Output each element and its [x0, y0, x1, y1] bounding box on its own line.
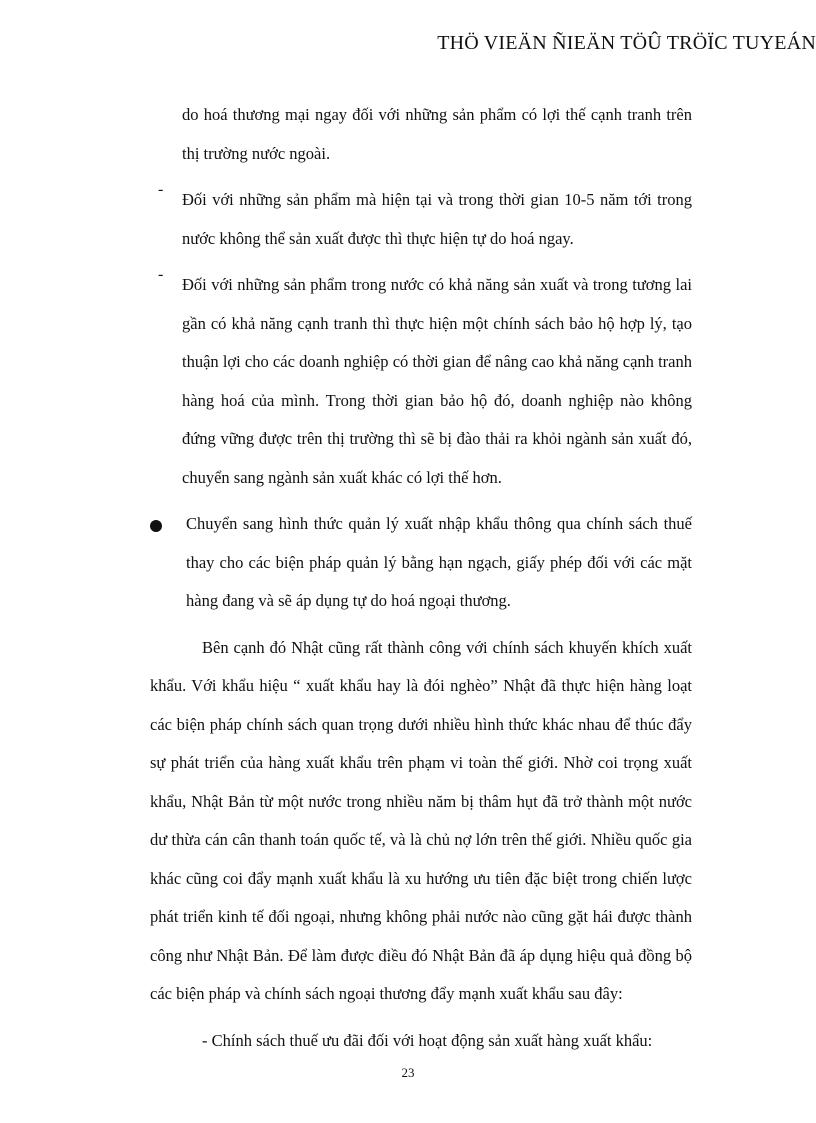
dash-item-text: Đối với những sản phẩm mà hiện tại và trong thời gian 10-5 năm tới trong nước không thể sản xuất được thì thực hiện tự do hoá ngay. [182, 190, 692, 248]
page-header: THÖ VIEÄN ÑIEÄN TÖÛ TRÖÏC TUYEÁN [437, 32, 816, 54]
bullet-dot-icon [150, 520, 162, 532]
dash-item-text: Đối với những sản phẩm trong nước có khả năng sản xuất và trong tương lai gần có khả năng cạnh tranh thì thực hiện một chính sách bảo hộ hợp lý, tạo thuận lợi cho các doanh nghiệp có thời gian để nâng cao khả năng cạnh tranh hàng hoá của mình. Trong thời gian bảo hộ đó, doanh nghiệp nào không đứng vững được trên thị trường thì sẽ bị đào thải ra khỏi ngành sản xuất đó, chuyển sang ngành sản xuất khác có lợi thế hơn. [182, 275, 692, 487]
dash-list-item-2 [150, 266, 692, 497]
paragraph-continuation: do hoá thương mại ngay đối với những sản phẩm có lợi thế cạnh tranh trên thị trường nước ngoài. [182, 105, 692, 163]
dash-list-item-1 [150, 181, 692, 258]
dash-marker: - [158, 266, 164, 283]
page-body [150, 96, 692, 1068]
sub-heading: - Chính sách thuế ưu đãi đối với hoạt động sản xuất hàng xuất khẩu: [202, 1030, 653, 1050]
page-number: 23 [401, 1065, 415, 1080]
bullet-item-text: Chuyển sang hình thức quản lý xuất nhập khẩu thông qua chính sách thuế thay cho các biện pháp quản lý bằng hạn ngạch, giấy phép đối với các mặt hàng đang và sẽ áp dụng tự do hoá ngoại thương. [186, 514, 692, 610]
body-paragraph: Bên cạnh đó Nhật cũng rất thành công với chính sách khuyến khích xuất khẩu. Với khẩu hiệu “ xuất khẩu hay là đói nghèo” Nhật đã thực hiện hàng loạt các biện pháp chính sách quan trọng dưới nhiều hình thức khác nhau để thúc đẩy sự phát triển của hàng xuất khẩu trên phạm vi toàn thế giới. Nhờ coi trọng xuất khẩu, Nhật Bản từ một nước trong nhiều năm bị thâm hụt đã trở thành một nước dư thừa cán cân thanh toán quốc tế, và là chủ nợ lớn trên thế giới. Nhiều quốc gia khác cũng coi đẩy mạnh xuất khẩu là xu hướng ưu tiên đặc biệt trong chiến lược phát triển kinh tế đối ngoại, nhưng không phải nước nào cũng gặt hái được thành công như Nhật Bản. Để làm được điều đó Nhật Bản đã áp dụng hiệu quả đồng bộ các biện pháp và chính sách ngoại thương đẩy mạnh xuất khẩu sau đây: [150, 637, 692, 1003]
bullet-list-item [150, 505, 692, 621]
dash-marker: - [158, 181, 164, 198]
